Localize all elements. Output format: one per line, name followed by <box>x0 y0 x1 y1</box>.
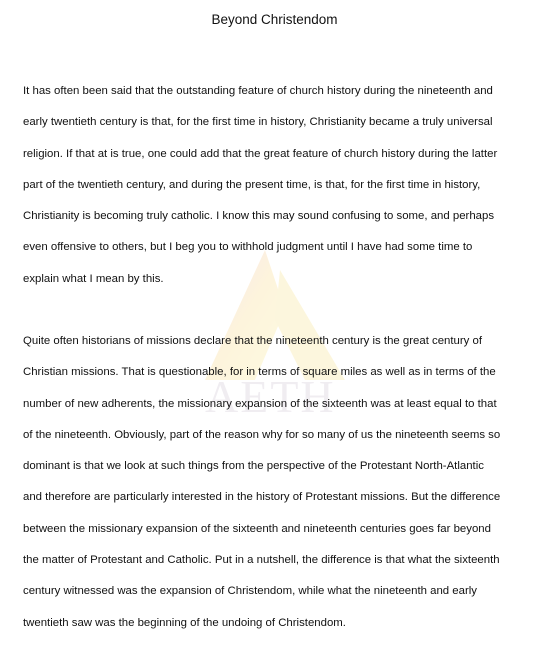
paragraph-line: Christianity is becoming truly catholic. I know this may sound confusing to some, and perhaps <box>23 210 495 223</box>
paragraph-2 <box>23 326 535 639</box>
paragraph-line: part of the twentieth century, and during the present time, is that, for the first time in history, <box>23 178 481 191</box>
paragraph-line: even offensive to others, but I beg you to withhold judgment until I have had some time to <box>23 241 473 254</box>
paragraph-1 <box>23 76 535 295</box>
document-title: Beyond Christendom <box>211 12 338 27</box>
paragraph-line: Christian missions. That is questionable, for in terms of square miles as well as in terms of the <box>23 366 496 379</box>
paragraph-line: dominant is that we look at such things from the perspective of the Protestant North-Atlantic <box>23 460 484 473</box>
paragraph-line: early twentieth century is that, for the first time in history, Christianity became a truly universal <box>23 116 493 129</box>
paragraph-line: between the missionary expansion of the sixteenth and nineteenth centuries goes far beyond <box>23 522 491 535</box>
paragraph-line: the matter of Protestant and Catholic. Put in a nutshell, the difference is that what the sixteenth <box>23 554 500 567</box>
paragraph-line: It has often been said that the outstanding feature of church history during the nineteenth and <box>23 85 493 97</box>
paragraph-line: century witnessed was the expansion of Christendom, while what the nineteenth and early <box>23 585 477 598</box>
paragraph-line: explain what I mean by this. <box>23 272 164 285</box>
paragraph-line: religion. If that at is true, one could add that the great feature of church history during the latter <box>23 147 498 160</box>
paragraph-line: twentieth saw was the beginning of the undoing of Christendom. <box>23 616 346 629</box>
paragraph-line: number of new adherents, the missionary expansion of the sixteenth was at least equal to that <box>23 397 497 410</box>
paragraph-line: Quite often historians of missions declare that the nineteenth century is the great century of <box>23 335 483 347</box>
paragraph-line: and therefore are particularly interested in the history of Protestant missions. But the difference <box>23 491 501 504</box>
watermark-text: AETH <box>205 371 336 422</box>
paragraph-line: of the nineteenth. Obviously, part of the reason why for so many of us the nineteenth seems so <box>23 428 501 441</box>
